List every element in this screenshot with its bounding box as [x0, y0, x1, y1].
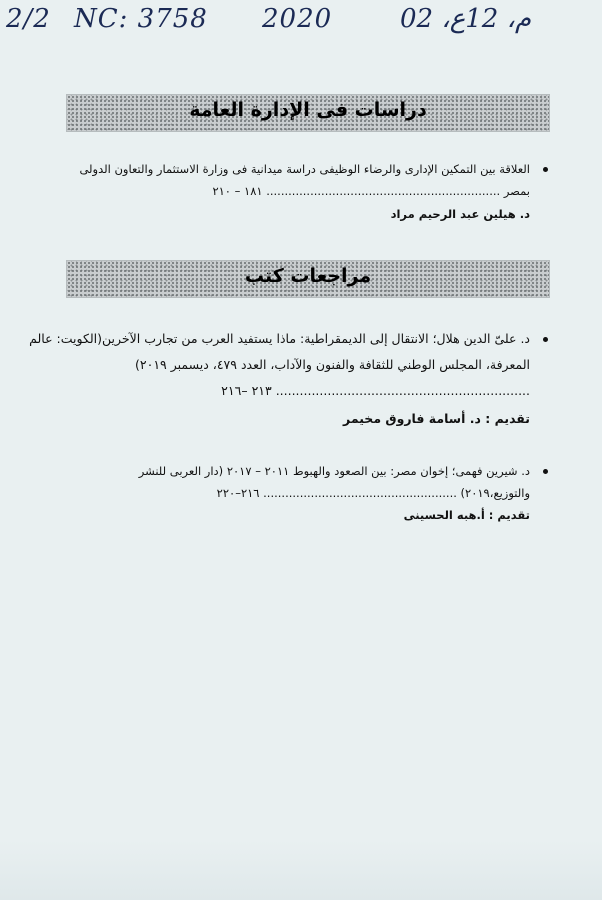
scan-shadow [0, 840, 602, 900]
handwritten-year: 2020 [262, 4, 333, 34]
handwritten-reference: م، 12ع، 02 [400, 4, 532, 34]
handwritten-page-mark: 2/2 [6, 4, 51, 34]
entry-pages-line: والتوزيع،٢٠١٩) ..................................................... ٢١٦–٢٢٠ [216, 486, 530, 500]
book-review-entry [29, 326, 530, 430]
entry-pages-line: ................................................................ ٢١٣ –٢١٦ [221, 383, 530, 398]
entry-reviewer: تقديم : د. أسامة فاروق مخيمر [343, 411, 530, 426]
section-header-public-administration [66, 94, 550, 132]
entry-publisher-line: المعرفة، المجلس الوطني للثقافة والفنون والآداب، العدد ٤٧٩، ديسمبر ٢٠١٩) [135, 357, 530, 372]
entry-title-line: د. شيرين فهمى؛ إخوان مصر: بين الصعود والهبوط ٢٠١١ – ٢٠١٧ (دار العربى للنشر [138, 464, 530, 478]
entry-title-line: د. علىّ الدين هلال؛ الانتقال إلى الديمقراطية: ماذا يستفيد العرب من تجارب الآخرين(الكويت: عالم [29, 331, 530, 346]
bullet-icon [543, 167, 548, 172]
entry-pages-line: بمصر ................................................................ ١٨١ – ٢١٠ [212, 184, 530, 198]
section-header-book-reviews [66, 260, 550, 298]
entry-title-line: العلاقة بين التمكين الإدارى والرضاء الوظيفى دراسة ميدانية فى وزارة الاستثمار والتعاون الدولى [79, 162, 530, 176]
section-title: دراسات فى الإدارة العامة [189, 99, 427, 121]
article-entry [64, 158, 530, 224]
entry-author: د. هيلين عبد الرحيم مراد [390, 207, 530, 221]
section-title: مراجعات كتب [244, 265, 372, 287]
bullet-icon [543, 337, 548, 342]
handwritten-code: NC: 3758 [74, 4, 208, 34]
book-review-entry [64, 460, 530, 526]
entry-reviewer: تقديم : أ.هبه الحسينى [403, 508, 530, 522]
bullet-icon [543, 469, 548, 474]
